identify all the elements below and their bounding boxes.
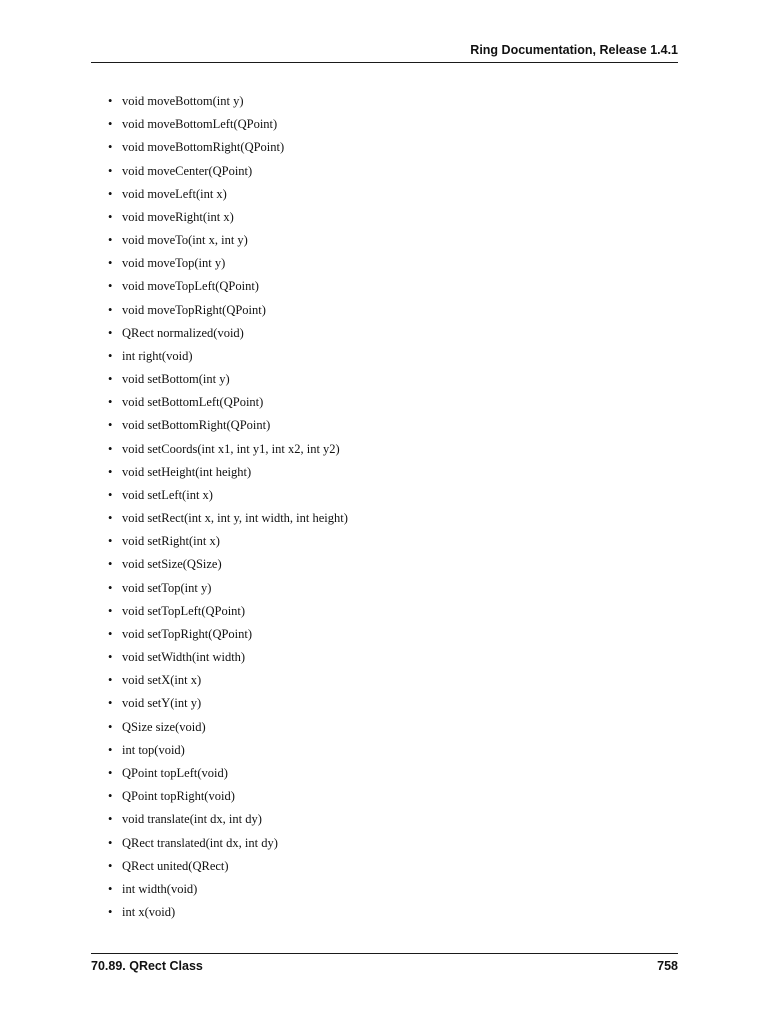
bullet-icon: • [108, 325, 113, 340]
method-signature: void moveTopLeft(QPoint) [122, 279, 259, 294]
method-signature: void setRight(int x) [122, 534, 220, 549]
method-signature: void setBottomLeft(QPoint) [122, 395, 264, 410]
list-item [108, 322, 348, 345]
method-signature: void moveBottom(int y) [122, 94, 244, 108]
list-item [108, 391, 348, 414]
page-header [91, 38, 678, 63]
method-signature: void setRect(int x, int y, int width, int height) [122, 511, 348, 526]
method-signature: void moveLeft(int x) [122, 186, 227, 201]
method-signature: void setBottom(int y) [122, 372, 230, 387]
method-signature: QPoint topRight(void) [122, 789, 235, 804]
bullet-icon: • [108, 905, 113, 920]
method-signature: int x(void) [122, 905, 176, 920]
list-item [108, 669, 348, 692]
bullet-icon: • [108, 534, 113, 549]
method-list [108, 90, 348, 924]
method-signature: void setBottomRight(QPoint) [122, 418, 271, 433]
bullet-icon: • [108, 117, 113, 132]
bullet-icon: • [108, 441, 113, 456]
list-item [108, 507, 348, 530]
bullet-icon: • [108, 256, 113, 271]
method-signature: QPoint topLeft(void) [122, 765, 228, 780]
list-item [108, 832, 348, 855]
bullet-icon: • [108, 279, 113, 294]
bullet-icon: • [108, 233, 113, 248]
list-item [108, 484, 348, 507]
list-item [108, 252, 348, 275]
method-signature: void setX(int x) [122, 673, 202, 688]
method-signature: void moveBottomLeft(QPoint) [122, 117, 278, 132]
bullet-icon: • [108, 94, 113, 108]
method-signature: void moveTopRight(QPoint) [122, 302, 266, 317]
list-item [108, 553, 348, 576]
bullet-icon: • [108, 626, 113, 641]
list-item [108, 275, 348, 298]
list-item [108, 808, 348, 831]
bullet-icon: • [108, 765, 113, 780]
list-item [108, 530, 348, 553]
method-signature: void moveTop(int y) [122, 256, 226, 271]
list-item [108, 785, 348, 808]
method-signature: void moveTo(int x, int y) [122, 233, 248, 248]
list-item [108, 299, 348, 322]
list-item [108, 136, 348, 159]
bullet-icon: • [108, 812, 113, 827]
method-signature: void setSize(QSize) [122, 557, 222, 572]
list-item [108, 646, 348, 669]
bullet-icon: • [108, 742, 113, 757]
list-item [108, 623, 348, 646]
method-signature: QRect translated(int dx, int dy) [122, 835, 278, 850]
list-item [108, 438, 348, 461]
bullet-icon: • [108, 650, 113, 665]
method-signature: int right(void) [122, 348, 193, 363]
list-item [108, 183, 348, 206]
bullet-icon: • [108, 487, 113, 502]
list-item [108, 229, 348, 252]
method-signature: void setLeft(int x) [122, 487, 213, 502]
list-item [108, 901, 348, 924]
list-item [108, 113, 348, 136]
list-item [108, 739, 348, 762]
method-signature: void setTopRight(QPoint) [122, 626, 253, 641]
page-number: 758 [657, 959, 678, 973]
bullet-icon: • [108, 580, 113, 595]
method-signature: void moveRight(int x) [122, 209, 234, 224]
bullet-icon: • [108, 511, 113, 526]
bullet-icon: • [108, 209, 113, 224]
bullet-icon: • [108, 372, 113, 387]
bullet-icon: • [108, 186, 113, 201]
page-footer [91, 953, 678, 978]
method-signature: int top(void) [122, 742, 185, 757]
list-item [108, 878, 348, 901]
method-signature: void setTop(int y) [122, 580, 212, 595]
list-item [108, 600, 348, 623]
list-item [108, 716, 348, 739]
bullet-icon: • [108, 140, 113, 155]
bullet-icon: • [108, 557, 113, 572]
bullet-icon: • [108, 835, 113, 850]
bullet-icon: • [108, 302, 113, 317]
list-item [108, 855, 348, 878]
method-signature: void setTopLeft(QPoint) [122, 603, 246, 618]
method-signature: void moveCenter(QPoint) [122, 163, 253, 178]
bullet-icon: • [108, 163, 113, 178]
section-title: 70.89. QRect Class [91, 959, 203, 973]
list-item [108, 160, 348, 183]
method-signature: void setY(int y) [122, 696, 202, 711]
bullet-icon: • [108, 464, 113, 479]
method-signature: QRect united(QRect) [122, 858, 229, 873]
list-item [108, 577, 348, 600]
list-item [108, 206, 348, 229]
document-title: Ring Documentation, Release 1.4.1 [470, 43, 678, 57]
method-signature: QRect normalized(void) [122, 325, 244, 340]
list-item [108, 762, 348, 785]
method-signature: QSize size(void) [122, 719, 206, 734]
bullet-icon: • [108, 395, 113, 410]
method-signature: int width(void) [122, 881, 198, 896]
bullet-icon: • [108, 719, 113, 734]
list-item [108, 90, 348, 113]
list-item [108, 345, 348, 368]
bullet-icon: • [108, 673, 113, 688]
method-signature: void setCoords(int x1, int y1, int x2, int y2) [122, 441, 340, 456]
list-item [108, 692, 348, 715]
bullet-icon: • [108, 789, 113, 804]
method-signature: void translate(int dx, int dy) [122, 812, 262, 827]
list-item [108, 461, 348, 484]
bullet-icon: • [108, 348, 113, 363]
method-signature: void setHeight(int height) [122, 464, 252, 479]
list-item [108, 368, 348, 391]
bullet-icon: • [108, 603, 113, 618]
bullet-icon: • [108, 696, 113, 711]
method-signature: void setWidth(int width) [122, 650, 246, 665]
bullet-icon: • [108, 418, 113, 433]
bullet-icon: • [108, 858, 113, 873]
list-item [108, 414, 348, 437]
method-signature: void moveBottomRight(QPoint) [122, 140, 285, 155]
bullet-icon: • [108, 881, 113, 896]
